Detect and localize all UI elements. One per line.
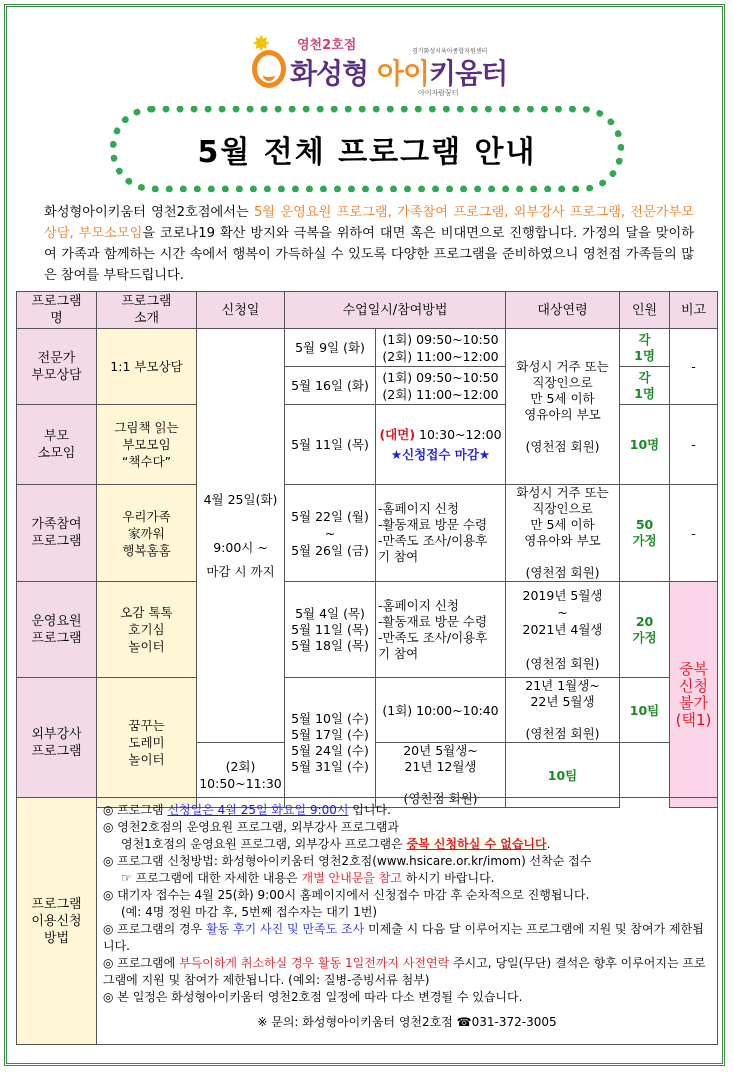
program-name: 외부강사 프로그램 xyxy=(17,678,97,808)
program-intro: 1:1 부모상담 xyxy=(97,329,197,405)
header-signup: 신청일 xyxy=(197,292,285,329)
schedule-time: (1회) 09:50~10:50 (2회) 11:00~12:00 xyxy=(376,367,506,405)
note: - xyxy=(670,329,718,405)
notice-line: ◎ 프로그램 신청방법: 화성형아이키움터 영천2호점(www.hsicare.or.kr/imom) 선착순 접수 xyxy=(103,854,592,868)
notice-line: ☞ 프로그램에 대한 자세한 내용은 개별 안내문을 참고 하시기 바랍니다. xyxy=(121,871,495,885)
schedule-time: (대면) 10:30~12:00 ★신청접수 마감★ xyxy=(376,405,506,485)
notice-line: ◎ 프로그램의 경우 활동 후기 사진 및 만족도 조사 미제출 시 다음 달 이루어지는 프로그램에 지원 및 참여가 제한됩니다. xyxy=(103,922,704,953)
schedule-date: 5월 4일 (목) 5월 11일 (목) 5월 18일 (목) xyxy=(285,582,376,678)
notice-line: ◎ 프로그램 신청일은 4월 25일 화요일 9:00시 입니다. xyxy=(103,803,391,817)
title-box xyxy=(110,106,624,192)
logo-org: 경기화성시육아종합지원센터 xyxy=(412,48,488,55)
notice-line: ◎ 본 일정은 화성형아이키움터 영천2호점 일정에 따라 다소 변경될 수 있습니다. xyxy=(103,990,523,1004)
duplicate-note: 중복 신청 불가 (택1) xyxy=(670,582,718,808)
target-age: 20년 5월생~ 21년 12월생 (영천점 회원) xyxy=(376,743,506,808)
schedule-date: 5월 10일 (수) 5월 17일 (수) 5월 24일 (수) 5월 31일 (수) xyxy=(285,678,376,808)
notice-line: ◎ 대기자 접수는 4월 25(화) 9:00시 홈페이지에서 신청접수 마감 후 순차적으로 진행됩니다. xyxy=(103,888,590,902)
smile-face-icon xyxy=(252,50,286,88)
schedule-date: 5월 11일 (목) xyxy=(285,405,376,485)
table-row xyxy=(17,329,718,367)
capacity: 10팀 xyxy=(620,678,670,743)
schedule-date: 5월 9일 (화) xyxy=(285,329,376,367)
program-intro: 꿈꾸는 도레미 놀이터 xyxy=(97,678,197,808)
program-name: 가족참여 프로그램 xyxy=(17,485,97,582)
schedule-date: 5월 22일 (월) ~ 5월 26일 (금) xyxy=(285,485,376,582)
notice-line: ◎ 영천2호점의 운영요원 프로그램, 외부강사 프로그램과 xyxy=(103,820,400,834)
notice-line: (예: 4명 정원 마감 후, 5번째 접수자는 대기 1번) xyxy=(121,905,378,919)
notice-line: 영천1호점의 운영요원 프로그램, 외부강사 프로그램은 중복 신청하실 수 없습니다. xyxy=(121,837,551,851)
schedule-date: 5월 16일 (화) xyxy=(285,367,376,405)
capacity: 10명 xyxy=(620,405,670,485)
target-age: 화성시 거주 또는 직장인으로 만 5세 이하 영유아의 부모 (영천점 회원) xyxy=(506,329,620,485)
table-row xyxy=(17,485,718,582)
schedule-time: (1회) 10:00~10:40 xyxy=(376,678,506,743)
page-title: 5월 전체 프로그램 안내 xyxy=(197,135,537,170)
table-row xyxy=(17,678,718,743)
header-program-name: 프로그램 명 xyxy=(17,292,97,329)
intro-paragraph: 화성형아이키움터 영천2호점에서는 5월 운영요원 프로그램, 가족참여 프로그램, 외부강사 프로그램, 전문가부모상담, 부모소모임을 코로나19 확산 방지와 극복을 위하여 대면 혹은 비대면으로 진행합니다. 가정의 달을 맞이하여 가족과 함께하는 시간 속에서 행복이 가득하실 수 있도록 다양한 프로그램을 준비하였으니 영천점 가족들의 많은 참여를 부탁드립니다. xyxy=(44,205,694,283)
schedule-time: (1회) 09:50~10:50 (2회) 11:00~12:00 xyxy=(376,329,506,367)
header-schedule: 수업일시/참여방법 xyxy=(285,292,506,329)
notice-line: ◎ 프로그램에 부득이하게 취소하실 경우 활동 1일전까지 사전연락 주시고, 당일(무단) 결석은 향후 이루어지는 프로그램에 지원 및 참여가 제한됩니다. (예외: 질병-증빙서류 첨부) xyxy=(103,956,706,987)
star-icon: ✸ xyxy=(252,32,271,57)
contact-info: ※ 문의: 화성형아이키움터 영천2호점 ☎031-372-3005 xyxy=(257,1015,557,1029)
logo xyxy=(252,32,508,102)
notice-body xyxy=(97,798,718,1045)
table-header xyxy=(17,292,718,329)
note: - xyxy=(670,485,718,582)
program-intro: 우리가족 家까워 행복홈홈 xyxy=(97,485,197,582)
capacity: 50 가정 xyxy=(620,485,670,582)
capacity: 각 1명 xyxy=(620,367,670,405)
capacity: 각 1명 xyxy=(620,329,670,367)
capacity: 20 가정 xyxy=(620,582,670,678)
target-age: 2019년 5월생 ~ 2021년 4월생 (영천점 회원) xyxy=(506,582,620,678)
capacity: 10팀 xyxy=(506,743,620,808)
signup-date: 4월 25일(화) 9:00시 ~ 마감 시 까지 xyxy=(197,329,285,743)
schedule-time: (2회) 10:50~11:30 xyxy=(197,743,285,808)
header-program-intro: 프로그램 소개 xyxy=(97,292,197,329)
logo-branch: 영천2호점 xyxy=(297,38,357,53)
notice-label: 프로그램 이용신청 방법 xyxy=(17,798,97,1045)
header-note: 비고 xyxy=(670,292,718,329)
note: - xyxy=(670,405,718,485)
program-intro: 오감 톡톡 호기심 놀이터 xyxy=(97,582,197,678)
target-age: 화성시 거주 또는 직장인으로 만 5세 이하 영유아와 부모 (영천점 회원) xyxy=(506,485,620,582)
program-name: 운영요원 프로그램 xyxy=(17,582,97,678)
logo-tagline: 아이자람꿈터 xyxy=(418,89,459,97)
program-table xyxy=(16,291,718,808)
program-name: 전문가 부모상담 xyxy=(17,329,97,405)
schedule-method: -홈페이지 신청 -활동재료 방문 수령 -만족도 조사/이용후 기 참여 xyxy=(376,485,506,582)
table-row xyxy=(17,582,718,678)
notice-table xyxy=(16,797,718,1045)
program-name: 부모 소모임 xyxy=(17,405,97,485)
schedule-method: -홈페이지 신청 -활동재료 방문 수령 -만족도 조사/이용후 기 참여 xyxy=(376,582,506,678)
logo-name: 화성형 아이키움터 xyxy=(290,57,508,90)
program-intro: 그림책 읽는 부모모임 “책수다” xyxy=(97,405,197,485)
header-age: 대상연령 xyxy=(506,292,620,329)
target-age: 21년 1월생~ 22년 5월생 (영천점 회원) xyxy=(506,678,620,743)
header-capacity: 인원 xyxy=(620,292,670,329)
